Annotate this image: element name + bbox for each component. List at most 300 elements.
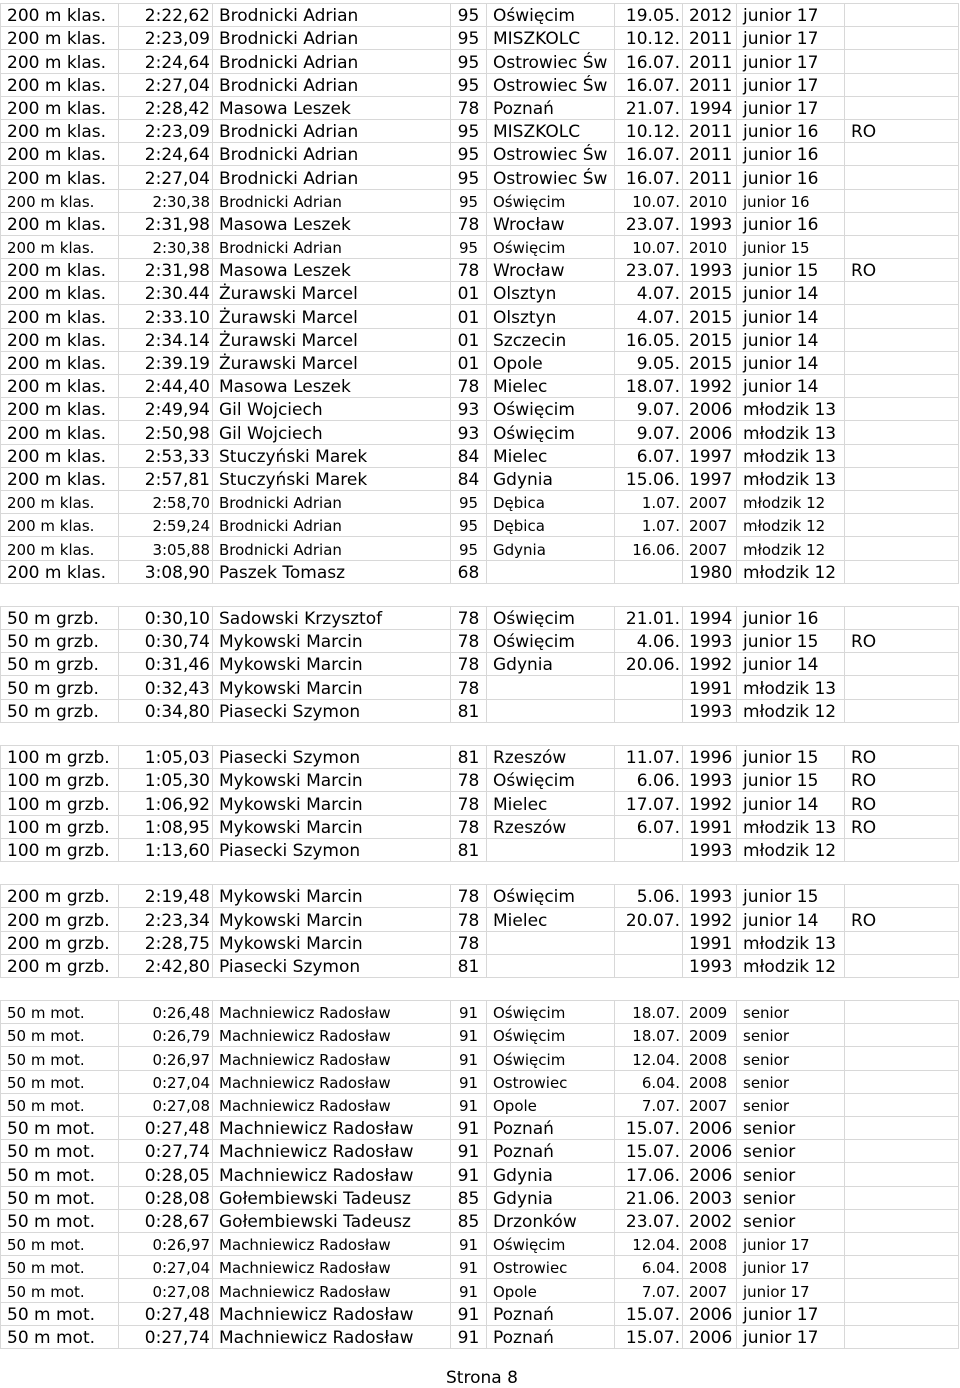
table-row <box>1 1024 959 1047</box>
note-cell <box>845 1325 959 1348</box>
athlete-cell: Machniewicz Radosław <box>213 1047 451 1070</box>
year-cell: 1997 <box>683 467 737 490</box>
birth-year-cell: 91 <box>451 1070 487 1093</box>
location-cell: MISZKOLC <box>487 27 615 50</box>
year-cell: 2015 <box>683 328 737 351</box>
note-cell <box>845 931 959 954</box>
event-cell: 50 m mot. <box>1 1256 119 1279</box>
table-row <box>1 421 959 444</box>
athlete-cell: Paszek Tomasz <box>213 560 451 583</box>
table-row <box>1 954 959 977</box>
athlete-cell: Machniewicz Radosław <box>213 1325 451 1348</box>
time-cell: 2:23,09 <box>119 119 213 142</box>
table-row <box>1 282 959 305</box>
time-cell: 0:27,04 <box>119 1256 213 1279</box>
athlete-cell: Żurawski Marcel <box>213 305 451 328</box>
category-cell: młodzik 12 <box>737 838 845 861</box>
note-cell <box>845 606 959 629</box>
note-cell <box>845 1209 959 1232</box>
table-row <box>1 1325 959 1348</box>
note-cell <box>845 398 959 421</box>
athlete-cell: Brodnicki Adrian <box>213 73 451 96</box>
note-cell <box>845 328 959 351</box>
time-cell: 2:34.14 <box>119 328 213 351</box>
year-cell: 1991 <box>683 815 737 838</box>
category-cell: junior 15 <box>737 769 845 792</box>
location-cell <box>487 931 615 954</box>
birth-year-cell: 81 <box>451 954 487 977</box>
location-cell: Poznań <box>487 1117 615 1140</box>
location-cell: Poznań <box>487 1302 615 1325</box>
year-cell: 1993 <box>683 259 737 282</box>
location-cell: Opole <box>487 351 615 374</box>
category-cell: junior 16 <box>737 119 845 142</box>
birth-year-cell: 78 <box>451 815 487 838</box>
time-cell: 0:34,80 <box>119 699 213 722</box>
location-cell: Poznań <box>487 1325 615 1348</box>
note-cell <box>845 305 959 328</box>
location-cell: Ostrowiec Św <box>487 50 615 73</box>
time-cell: 2:59,24 <box>119 514 213 537</box>
category-cell: senior <box>737 1024 845 1047</box>
year-cell: 2011 <box>683 73 737 96</box>
location-cell: Oświęcim <box>487 235 615 258</box>
year-cell: 2011 <box>683 143 737 166</box>
category-cell: junior 17 <box>737 73 845 96</box>
birth-year-cell: 85 <box>451 1209 487 1232</box>
date-cell: 19.05. <box>615 4 683 27</box>
category-cell: młodzik 13 <box>737 398 845 421</box>
note-cell <box>845 560 959 583</box>
note-cell <box>845 166 959 189</box>
birth-year-cell: 81 <box>451 699 487 722</box>
table-row <box>1 908 959 931</box>
location-cell: Rzeszów <box>487 815 615 838</box>
table-row <box>1 96 959 119</box>
time-cell: 2:42,80 <box>119 954 213 977</box>
date-cell: 20.07. <box>615 908 683 931</box>
event-cell: 100 m grzb. <box>1 746 119 769</box>
event-cell: 200 m klas. <box>1 119 119 142</box>
birth-year-cell: 95 <box>451 235 487 258</box>
event-cell: 50 m mot. <box>1 1001 119 1024</box>
category-cell: junior 17 <box>737 96 845 119</box>
date-cell: 6.07. <box>615 444 683 467</box>
date-cell: 16.07. <box>615 143 683 166</box>
event-cell: 200 m klas. <box>1 189 119 212</box>
table-row <box>1 815 959 838</box>
athlete-cell: Machniewicz Radosław <box>213 1302 451 1325</box>
year-cell: 1993 <box>683 212 737 235</box>
athlete-cell: Brodnicki Adrian <box>213 50 451 73</box>
location-cell: Ostrowiec Św <box>487 166 615 189</box>
event-cell: 200 m grzb. <box>1 954 119 977</box>
date-cell: 5.06. <box>615 885 683 908</box>
note-cell <box>845 467 959 490</box>
birth-year-cell: 95 <box>451 143 487 166</box>
year-cell: 1993 <box>683 699 737 722</box>
athlete-cell: Stuczyński Marek <box>213 444 451 467</box>
category-cell: junior 17 <box>737 1325 845 1348</box>
category-cell: senior <box>737 1117 845 1140</box>
athlete-cell: Mykowski Marcin <box>213 908 451 931</box>
event-cell: 200 m grzb. <box>1 885 119 908</box>
athlete-cell: Mykowski Marcin <box>213 815 451 838</box>
category-cell: junior 16 <box>737 606 845 629</box>
birth-year-cell: 93 <box>451 421 487 444</box>
location-cell: Drzonków <box>487 1209 615 1232</box>
section-spacer <box>1 583 959 606</box>
table-row <box>1 1302 959 1325</box>
category-cell: junior 17 <box>737 27 845 50</box>
year-cell: 2006 <box>683 1325 737 1348</box>
time-cell: 0:27,08 <box>119 1093 213 1116</box>
table-row <box>1 1163 959 1186</box>
year-cell: 2011 <box>683 119 737 142</box>
athlete-cell: Machniewicz Radosław <box>213 1232 451 1255</box>
category-cell: junior 17 <box>737 50 845 73</box>
table-row <box>1 490 959 513</box>
note-cell <box>845 514 959 537</box>
note-cell <box>845 1047 959 1070</box>
event-cell: 50 m mot. <box>1 1232 119 1255</box>
note-cell: RO <box>845 119 959 142</box>
birth-year-cell: 95 <box>451 514 487 537</box>
year-cell: 2003 <box>683 1186 737 1209</box>
time-cell: 0:32,43 <box>119 676 213 699</box>
note-cell <box>845 1001 959 1024</box>
time-cell: 2:24,64 <box>119 50 213 73</box>
table-row <box>1 119 959 142</box>
location-cell: Ostrowiec <box>487 1070 615 1093</box>
location-cell: Oświęcim <box>487 189 615 212</box>
time-cell: 2:30,38 <box>119 189 213 212</box>
date-cell <box>615 560 683 583</box>
spacer-cell <box>1 583 959 606</box>
year-cell: 2011 <box>683 27 737 50</box>
date-cell: 9.07. <box>615 421 683 444</box>
event-cell: 50 m mot. <box>1 1093 119 1116</box>
time-cell: 0:26,97 <box>119 1232 213 1255</box>
year-cell: 1993 <box>683 838 737 861</box>
event-cell: 200 m klas. <box>1 50 119 73</box>
category-cell: junior 16 <box>737 143 845 166</box>
athlete-cell: Masowa Leszek <box>213 259 451 282</box>
category-cell: młodzik 12 <box>737 514 845 537</box>
category-cell: senior <box>737 1186 845 1209</box>
note-cell <box>845 1279 959 1302</box>
time-cell: 1:13,60 <box>119 838 213 861</box>
note-cell: RO <box>845 769 959 792</box>
birth-year-cell: 84 <box>451 467 487 490</box>
location-cell: Oświęcim <box>487 1024 615 1047</box>
birth-year-cell: 95 <box>451 27 487 50</box>
section-spacer <box>1 722 959 745</box>
category-cell: senior <box>737 1047 845 1070</box>
year-cell: 1991 <box>683 931 737 954</box>
note-cell <box>845 1024 959 1047</box>
note-cell <box>845 1070 959 1093</box>
time-cell: 2:30.44 <box>119 282 213 305</box>
category-cell: junior 15 <box>737 746 845 769</box>
year-cell: 2011 <box>683 50 737 73</box>
event-cell: 50 m mot. <box>1 1070 119 1093</box>
date-cell <box>615 931 683 954</box>
time-cell: 0:27,74 <box>119 1325 213 1348</box>
location-cell: Oświęcim <box>487 1232 615 1255</box>
birth-year-cell: 91 <box>451 1302 487 1325</box>
date-cell: 11.07. <box>615 746 683 769</box>
birth-year-cell: 78 <box>451 606 487 629</box>
note-cell <box>845 421 959 444</box>
location-cell: Oświęcim <box>487 1001 615 1024</box>
location-cell: Ostrowiec Św <box>487 143 615 166</box>
birth-year-cell: 81 <box>451 838 487 861</box>
category-cell: młodzik 12 <box>737 560 845 583</box>
birth-year-cell: 78 <box>451 792 487 815</box>
year-cell: 2015 <box>683 282 737 305</box>
time-cell: 0:26,79 <box>119 1024 213 1047</box>
athlete-cell: Żurawski Marcel <box>213 351 451 374</box>
event-cell: 200 m klas. <box>1 259 119 282</box>
note-cell <box>845 235 959 258</box>
event-cell: 50 m grzb. <box>1 699 119 722</box>
athlete-cell: Piasecki Szymon <box>213 746 451 769</box>
event-cell: 100 m grzb. <box>1 815 119 838</box>
date-cell: 10.12. <box>615 27 683 50</box>
table-row <box>1 73 959 96</box>
note-cell <box>845 1256 959 1279</box>
table-row <box>1 27 959 50</box>
event-cell: 200 m klas. <box>1 351 119 374</box>
athlete-cell: Gołembiewski Tadeusz <box>213 1186 451 1209</box>
results-table <box>0 3 959 1349</box>
table-row <box>1 235 959 258</box>
athlete-cell: Brodnicki Adrian <box>213 27 451 50</box>
athlete-cell: Żurawski Marcel <box>213 282 451 305</box>
table-row <box>1 1140 959 1163</box>
event-cell: 200 m klas. <box>1 143 119 166</box>
note-cell: RO <box>845 792 959 815</box>
date-cell: 16.07. <box>615 166 683 189</box>
table-row <box>1 1186 959 1209</box>
year-cell: 2006 <box>683 1302 737 1325</box>
category-cell: młodzik 13 <box>737 421 845 444</box>
year-cell: 2006 <box>683 398 737 421</box>
note-cell: RO <box>845 746 959 769</box>
category-cell: junior 17 <box>737 1232 845 1255</box>
table-row <box>1 212 959 235</box>
date-cell: 6.06. <box>615 769 683 792</box>
time-cell: 2:53,33 <box>119 444 213 467</box>
date-cell: 21.06. <box>615 1186 683 1209</box>
event-cell: 200 m klas. <box>1 96 119 119</box>
table-row <box>1 398 959 421</box>
date-cell: 15.06. <box>615 467 683 490</box>
location-cell: Olsztyn <box>487 282 615 305</box>
birth-year-cell: 78 <box>451 885 487 908</box>
table-row <box>1 1256 959 1279</box>
location-cell: Oświęcim <box>487 4 615 27</box>
event-cell: 50 m mot. <box>1 1140 119 1163</box>
table-row <box>1 259 959 282</box>
event-cell: 50 m mot. <box>1 1117 119 1140</box>
note-cell <box>845 50 959 73</box>
athlete-cell: Machniewicz Radosław <box>213 1163 451 1186</box>
category-cell: junior 14 <box>737 282 845 305</box>
note-cell <box>845 537 959 560</box>
location-cell: Opole <box>487 1279 615 1302</box>
time-cell: 2:23,34 <box>119 908 213 931</box>
athlete-cell: Masowa Leszek <box>213 212 451 235</box>
date-cell <box>615 954 683 977</box>
note-cell <box>845 212 959 235</box>
athlete-cell: Brodnicki Adrian <box>213 4 451 27</box>
athlete-cell: Żurawski Marcel <box>213 328 451 351</box>
time-cell: 2:30,38 <box>119 235 213 258</box>
date-cell: 21.01. <box>615 606 683 629</box>
year-cell: 2007 <box>683 514 737 537</box>
date-cell: 20.06. <box>615 653 683 676</box>
event-cell: 200 m klas. <box>1 282 119 305</box>
date-cell: 9.05. <box>615 351 683 374</box>
page-footer: Strona 8 <box>446 1368 518 1388</box>
date-cell: 15.07. <box>615 1117 683 1140</box>
event-cell: 50 m grzb. <box>1 630 119 653</box>
athlete-cell: Machniewicz Radosław <box>213 1070 451 1093</box>
birth-year-cell: 91 <box>451 1001 487 1024</box>
table-row <box>1 699 959 722</box>
date-cell: 21.07. <box>615 96 683 119</box>
athlete-cell: Machniewicz Radosław <box>213 1256 451 1279</box>
year-cell: 2006 <box>683 421 737 444</box>
table-row <box>1 444 959 467</box>
location-cell: Oświęcim <box>487 606 615 629</box>
category-cell: junior 15 <box>737 885 845 908</box>
note-cell <box>845 189 959 212</box>
birth-year-cell: 78 <box>451 931 487 954</box>
category-cell: junior 14 <box>737 908 845 931</box>
date-cell: 16.05. <box>615 328 683 351</box>
birth-year-cell: 78 <box>451 375 487 398</box>
date-cell: 1.07. <box>615 490 683 513</box>
athlete-cell: Brodnicki Adrian <box>213 189 451 212</box>
birth-year-cell: 91 <box>451 1232 487 1255</box>
category-cell: junior 15 <box>737 630 845 653</box>
location-cell: Gdynia <box>487 537 615 560</box>
time-cell: 1:05,03 <box>119 746 213 769</box>
athlete-cell: Brodnicki Adrian <box>213 143 451 166</box>
event-cell: 50 m mot. <box>1 1279 119 1302</box>
birth-year-cell: 81 <box>451 746 487 769</box>
birth-year-cell: 84 <box>451 444 487 467</box>
athlete-cell: Machniewicz Radosław <box>213 1093 451 1116</box>
time-cell: 2:31,98 <box>119 259 213 282</box>
date-cell: 7.07. <box>615 1093 683 1116</box>
athlete-cell: Piasecki Szymon <box>213 699 451 722</box>
birth-year-cell: 95 <box>451 166 487 189</box>
location-cell: Opole <box>487 1093 615 1116</box>
athlete-cell: Brodnicki Adrian <box>213 537 451 560</box>
time-cell: 1:05,30 <box>119 769 213 792</box>
time-cell: 2:50,98 <box>119 421 213 444</box>
table-row <box>1 653 959 676</box>
location-cell: Wrocław <box>487 259 615 282</box>
event-cell: 200 m klas. <box>1 212 119 235</box>
time-cell: 3:05,88 <box>119 537 213 560</box>
date-cell: 16.07. <box>615 50 683 73</box>
date-cell: 23.07. <box>615 259 683 282</box>
location-cell: Oświęcim <box>487 398 615 421</box>
time-cell: 0:27,04 <box>119 1070 213 1093</box>
birth-year-cell: 01 <box>451 328 487 351</box>
table-row <box>1 606 959 629</box>
note-cell: RO <box>845 908 959 931</box>
note-cell <box>845 490 959 513</box>
event-cell: 50 m mot. <box>1 1325 119 1348</box>
time-cell: 2:27,04 <box>119 73 213 96</box>
category-cell: młodzik 12 <box>737 954 845 977</box>
date-cell: 10.12. <box>615 119 683 142</box>
time-cell: 1:08,95 <box>119 815 213 838</box>
time-cell: 2:22,62 <box>119 4 213 27</box>
year-cell: 2008 <box>683 1070 737 1093</box>
location-cell <box>487 699 615 722</box>
category-cell: senior <box>737 1163 845 1186</box>
table-row <box>1 1093 959 1116</box>
category-cell: młodzik 12 <box>737 699 845 722</box>
event-cell: 50 m mot. <box>1 1302 119 1325</box>
event-cell: 200 m grzb. <box>1 931 119 954</box>
birth-year-cell: 91 <box>451 1140 487 1163</box>
note-cell <box>845 1093 959 1116</box>
table-row <box>1 746 959 769</box>
table-row <box>1 1209 959 1232</box>
time-cell: 2:33.10 <box>119 305 213 328</box>
event-cell: 50 m grzb. <box>1 653 119 676</box>
location-cell: Ostrowiec Św <box>487 73 615 96</box>
year-cell: 2006 <box>683 1117 737 1140</box>
location-cell: Mielec <box>487 375 615 398</box>
year-cell: 2012 <box>683 4 737 27</box>
athlete-cell: Mykowski Marcin <box>213 769 451 792</box>
event-cell: 200 m klas. <box>1 328 119 351</box>
year-cell: 1993 <box>683 630 737 653</box>
location-cell <box>487 954 615 977</box>
note-cell <box>845 375 959 398</box>
location-cell: Mielec <box>487 908 615 931</box>
table-row <box>1 560 959 583</box>
athlete-cell: Mykowski Marcin <box>213 792 451 815</box>
birth-year-cell: 01 <box>451 305 487 328</box>
table-row <box>1 537 959 560</box>
event-cell: 200 m klas. <box>1 73 119 96</box>
date-cell <box>615 676 683 699</box>
date-cell: 9.07. <box>615 398 683 421</box>
event-cell: 200 m klas. <box>1 375 119 398</box>
birth-year-cell: 68 <box>451 560 487 583</box>
time-cell: 2:24,64 <box>119 143 213 166</box>
event-cell: 200 m klas. <box>1 398 119 421</box>
athlete-cell: Mykowski Marcin <box>213 931 451 954</box>
spacer-cell <box>1 977 959 1000</box>
table-row <box>1 514 959 537</box>
year-cell: 2008 <box>683 1232 737 1255</box>
event-cell: 100 m grzb. <box>1 792 119 815</box>
time-cell: 2:31,98 <box>119 212 213 235</box>
note-cell <box>845 1163 959 1186</box>
location-cell: Oświęcim <box>487 885 615 908</box>
